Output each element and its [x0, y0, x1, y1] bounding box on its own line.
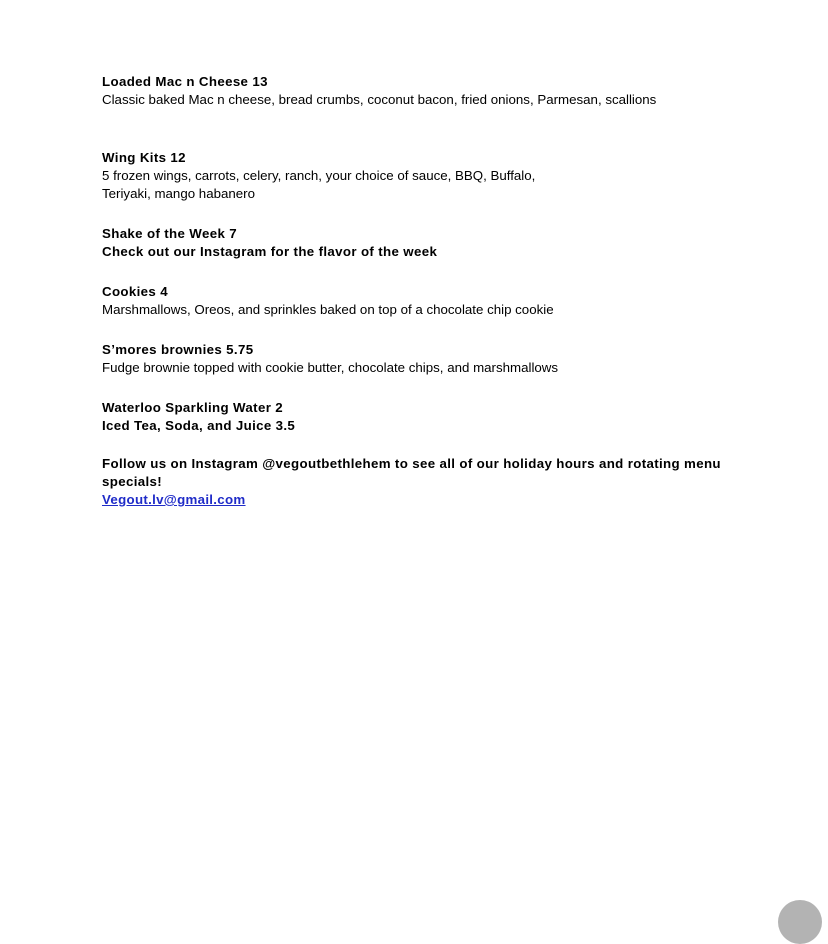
menu-item-wing-kits [102, 149, 742, 203]
email-link[interactable]: Vegout.lv@gmail.com [102, 492, 246, 507]
menu-item-shake-of-the-week [102, 225, 742, 261]
drink-item: Waterloo Sparkling Water 2 [102, 400, 284, 415]
menu-item-description: Fudge brownie topped with cookie butter, chocolate chips, and marshmallows [102, 360, 559, 375]
menu-item-description: Marshmallows, Oreos, and sprinkles baked on top of a chocolate chip cookie [102, 302, 554, 317]
drinks-section [102, 399, 742, 435]
instagram-follow-text: Follow us on Instagram @vegoutbethlehem to see all of our holiday hours and rotating menu specials! [102, 456, 721, 489]
menu-item-description: 5 frozen wings, carrots, celery, ranch, your choice of sauce, BBQ, Buffalo, [102, 168, 536, 183]
menu-item-mac-n-cheese [102, 73, 742, 109]
menu-item-description: Classic baked Mac n cheese, bread crumbs, coconut bacon, fried onions, Parmesan, scallions [102, 92, 657, 107]
menu-item-description: Teriyaki, mango habanero [102, 186, 256, 201]
menu-item-description: Check out our Instagram for the flavor of the week [102, 244, 438, 259]
menu-item-title: Wing Kits 12 [102, 150, 186, 165]
menu-item-title: S’mores brownies 5.75 [102, 342, 254, 357]
menu-item-title: Cookies 4 [102, 284, 168, 299]
menu-item-cookies [102, 283, 742, 319]
menu-document [102, 73, 742, 509]
drink-item: Iced Tea, Soda, and Juice 3.5 [102, 418, 296, 433]
scroll-indicator[interactable] [778, 900, 822, 944]
menu-item-title: Shake of the Week 7 [102, 226, 237, 241]
menu-item-title: Loaded Mac n Cheese 13 [102, 74, 268, 89]
footer-section [102, 455, 742, 509]
menu-item-smores-brownies [102, 341, 742, 377]
